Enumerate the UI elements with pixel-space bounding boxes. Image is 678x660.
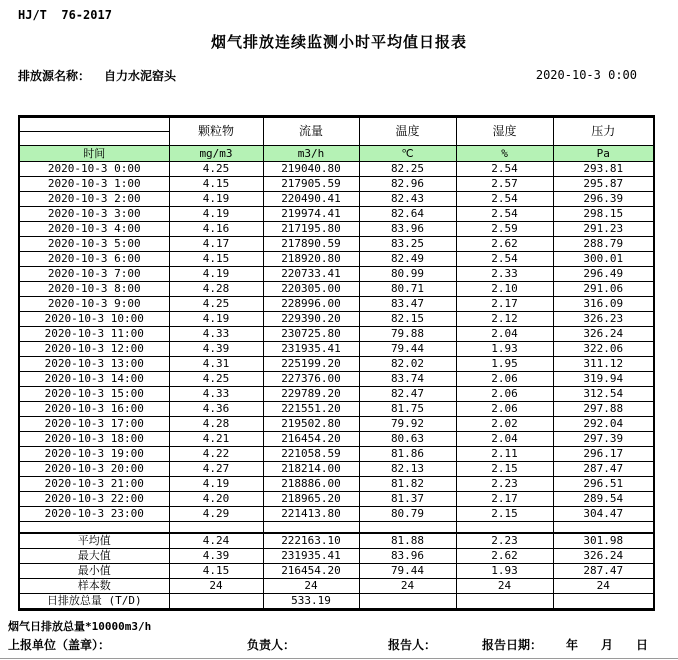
row-value: 81.37 bbox=[359, 492, 456, 507]
row-value: 296.51 bbox=[553, 477, 654, 492]
summary-value: 24 bbox=[263, 579, 359, 594]
row-value: 2.12 bbox=[456, 312, 553, 327]
row-time: 2020-10-3 0:00 bbox=[19, 162, 169, 177]
table-row bbox=[19, 237, 654, 252]
row-value: 296.39 bbox=[553, 192, 654, 207]
summary-label: 最小值 bbox=[19, 564, 169, 579]
summary-value bbox=[359, 594, 456, 610]
table-row bbox=[19, 162, 654, 177]
table-row bbox=[19, 282, 654, 297]
table-row bbox=[19, 477, 654, 492]
row-time: 2020-10-3 5:00 bbox=[19, 237, 169, 252]
row-value: 4.27 bbox=[169, 462, 263, 477]
row-value: 295.87 bbox=[553, 177, 654, 192]
row-value: 326.24 bbox=[553, 327, 654, 342]
row-value: 4.15 bbox=[169, 177, 263, 192]
row-time: 2020-10-3 23:00 bbox=[19, 507, 169, 522]
row-value: 221058.59 bbox=[263, 447, 359, 462]
row-value: 4.20 bbox=[169, 492, 263, 507]
row-value: 1.93 bbox=[456, 342, 553, 357]
report-unit-label: 上报单位（盖章）： bbox=[8, 638, 111, 652]
row-value: 2.15 bbox=[456, 462, 553, 477]
table-row bbox=[19, 327, 654, 342]
row-value: 79.44 bbox=[359, 342, 456, 357]
column-header-flow: 流量 bbox=[263, 117, 359, 146]
row-value: 4.28 bbox=[169, 417, 263, 432]
row-value: 2.17 bbox=[456, 492, 553, 507]
row-value: 82.25 bbox=[359, 162, 456, 177]
row-value: 311.12 bbox=[553, 357, 654, 372]
summary-value: 24 bbox=[359, 579, 456, 594]
row-value: 2.57 bbox=[456, 177, 553, 192]
row-value: 296.17 bbox=[553, 447, 654, 462]
table-row bbox=[19, 492, 654, 507]
table-row bbox=[19, 177, 654, 192]
row-value: 289.54 bbox=[553, 492, 654, 507]
unit-particulate: mg/m3 bbox=[169, 146, 263, 162]
unit-flow: m3/h bbox=[263, 146, 359, 162]
page-title: 烟气排放连续监测小时平均值日报表 bbox=[210, 33, 467, 51]
row-value: 4.19 bbox=[169, 267, 263, 282]
table-row bbox=[19, 402, 654, 417]
reporter-label: 报告人： bbox=[388, 638, 437, 652]
summary-value: 24 bbox=[456, 579, 553, 594]
summary-value bbox=[553, 594, 654, 610]
summary-value: 222163.10 bbox=[263, 533, 359, 549]
table-row bbox=[19, 462, 654, 477]
row-value: 82.47 bbox=[359, 387, 456, 402]
row-time: 2020-10-3 13:00 bbox=[19, 357, 169, 372]
row-value: 304.47 bbox=[553, 507, 654, 522]
row-time: 2020-10-3 12:00 bbox=[19, 342, 169, 357]
row-value: 83.74 bbox=[359, 372, 456, 387]
row-time: 2020-10-3 17:00 bbox=[19, 417, 169, 432]
column-header-pressure: 压力 bbox=[553, 117, 654, 146]
summary-value: 4.39 bbox=[169, 549, 263, 564]
row-value: 229789.20 bbox=[263, 387, 359, 402]
row-value: 82.02 bbox=[359, 357, 456, 372]
summary-value: 79.44 bbox=[359, 564, 456, 579]
summary-row bbox=[19, 533, 654, 549]
row-value: 297.39 bbox=[553, 432, 654, 447]
summary-value: 2.23 bbox=[456, 533, 553, 549]
row-value: 217905.59 bbox=[263, 177, 359, 192]
row-value: 79.88 bbox=[359, 327, 456, 342]
row-value: 82.43 bbox=[359, 192, 456, 207]
row-value: 2.23 bbox=[456, 477, 553, 492]
time-header: 时间 bbox=[19, 146, 169, 162]
row-value: 82.49 bbox=[359, 252, 456, 267]
source-name: 自力水泥窑头 bbox=[104, 69, 177, 83]
row-time: 2020-10-3 6:00 bbox=[19, 252, 169, 267]
row-value: 298.15 bbox=[553, 207, 654, 222]
row-value: 4.16 bbox=[169, 222, 263, 237]
row-value: 2.17 bbox=[456, 297, 553, 312]
row-value: 2.54 bbox=[456, 162, 553, 177]
summary-value: 2.62 bbox=[456, 549, 553, 564]
row-value: 300.01 bbox=[553, 252, 654, 267]
row-value: 4.25 bbox=[169, 372, 263, 387]
row-value: 4.19 bbox=[169, 192, 263, 207]
signature-row bbox=[0, 636, 678, 654]
summary-label: 最大值 bbox=[19, 549, 169, 564]
row-value: 322.06 bbox=[553, 342, 654, 357]
data-rows bbox=[19, 162, 654, 522]
row-value: 297.88 bbox=[553, 402, 654, 417]
summary-row bbox=[19, 594, 654, 610]
row-value: 80.79 bbox=[359, 507, 456, 522]
table-row bbox=[19, 222, 654, 237]
standard-code: HJ/T 76-2017 bbox=[18, 8, 112, 22]
row-value: 2.54 bbox=[456, 207, 553, 222]
row-value: 291.23 bbox=[553, 222, 654, 237]
row-time: 2020-10-3 10:00 bbox=[19, 312, 169, 327]
row-value: 4.22 bbox=[169, 447, 263, 462]
unit-pressure: Pa bbox=[553, 146, 654, 162]
row-value: 217195.80 bbox=[263, 222, 359, 237]
row-value: 218214.00 bbox=[263, 462, 359, 477]
time-header-blank bbox=[19, 117, 169, 132]
row-value: 2.54 bbox=[456, 192, 553, 207]
spacer-cell bbox=[456, 522, 553, 534]
row-value: 230725.80 bbox=[263, 327, 359, 342]
summary-value bbox=[456, 594, 553, 610]
row-value: 292.04 bbox=[553, 417, 654, 432]
summary-row bbox=[19, 549, 654, 564]
row-time: 2020-10-3 15:00 bbox=[19, 387, 169, 402]
report-date-label: 报告日期： bbox=[482, 638, 543, 652]
row-value: 2.06 bbox=[456, 387, 553, 402]
row-value: 2.62 bbox=[456, 237, 553, 252]
row-value: 218920.80 bbox=[263, 252, 359, 267]
row-time: 2020-10-3 7:00 bbox=[19, 267, 169, 282]
row-value: 219040.80 bbox=[263, 162, 359, 177]
day-label: 日 bbox=[636, 638, 649, 652]
row-value: 4.21 bbox=[169, 432, 263, 447]
row-value: 4.33 bbox=[169, 387, 263, 402]
row-value: 80.71 bbox=[359, 282, 456, 297]
row-value: 4.19 bbox=[169, 312, 263, 327]
unit-temperature: ℃ bbox=[359, 146, 456, 162]
row-value: 219974.41 bbox=[263, 207, 359, 222]
row-value: 227376.00 bbox=[263, 372, 359, 387]
row-value: 229390.20 bbox=[263, 312, 359, 327]
row-value: 220490.41 bbox=[263, 192, 359, 207]
row-time: 2020-10-3 4:00 bbox=[19, 222, 169, 237]
row-value: 2.06 bbox=[456, 402, 553, 417]
row-value: 2.04 bbox=[456, 432, 553, 447]
summary-row bbox=[19, 579, 654, 594]
unit-humidity: % bbox=[456, 146, 553, 162]
row-value: 316.09 bbox=[553, 297, 654, 312]
time-header-blank bbox=[19, 132, 169, 146]
row-value: 326.23 bbox=[553, 312, 654, 327]
table-row bbox=[19, 207, 654, 222]
row-time: 2020-10-3 16:00 bbox=[19, 402, 169, 417]
row-value: 4.15 bbox=[169, 252, 263, 267]
row-time: 2020-10-3 9:00 bbox=[19, 297, 169, 312]
row-value: 4.25 bbox=[169, 162, 263, 177]
monitoring-table bbox=[18, 115, 655, 611]
summary-value: 326.24 bbox=[553, 549, 654, 564]
row-value: 291.06 bbox=[553, 282, 654, 297]
row-time: 2020-10-3 2:00 bbox=[19, 192, 169, 207]
summary-label: 平均值 bbox=[19, 533, 169, 549]
summary-value: 81.88 bbox=[359, 533, 456, 549]
spacer-row bbox=[19, 522, 654, 534]
row-value: 218886.00 bbox=[263, 477, 359, 492]
row-value: 83.96 bbox=[359, 222, 456, 237]
row-value: 80.99 bbox=[359, 267, 456, 282]
summary-label: 样本数 bbox=[19, 579, 169, 594]
row-time: 2020-10-3 21:00 bbox=[19, 477, 169, 492]
row-value: 319.94 bbox=[553, 372, 654, 387]
row-time: 2020-10-3 19:00 bbox=[19, 447, 169, 462]
row-value: 2.06 bbox=[456, 372, 553, 387]
row-value: 79.92 bbox=[359, 417, 456, 432]
row-time: 2020-10-3 18:00 bbox=[19, 432, 169, 447]
row-value: 287.47 bbox=[553, 462, 654, 477]
summary-value: 4.15 bbox=[169, 564, 263, 579]
summary-value: 533.19 bbox=[263, 594, 359, 610]
unit-row bbox=[19, 146, 654, 162]
row-value: 82.96 bbox=[359, 177, 456, 192]
spacer-cell bbox=[553, 522, 654, 534]
summary-value: 83.96 bbox=[359, 549, 456, 564]
report-time: 2020-10-3 0:00 bbox=[535, 68, 637, 82]
summary-value: 1.93 bbox=[456, 564, 553, 579]
row-value: 4.29 bbox=[169, 507, 263, 522]
table-row bbox=[19, 342, 654, 357]
year-label: 年 bbox=[566, 638, 579, 652]
row-value: 217890.59 bbox=[263, 237, 359, 252]
column-header-particulate: 颗粒物 bbox=[169, 117, 263, 146]
row-value: 81.75 bbox=[359, 402, 456, 417]
summary-label: 日排放总量 (T/D) bbox=[19, 594, 169, 610]
row-time: 2020-10-3 20:00 bbox=[19, 462, 169, 477]
meta-row bbox=[18, 67, 660, 84]
row-value: 288.79 bbox=[553, 237, 654, 252]
table-row bbox=[19, 297, 654, 312]
summary-value: 287.47 bbox=[553, 564, 654, 579]
row-value: 228996.00 bbox=[263, 297, 359, 312]
table-row bbox=[19, 507, 654, 522]
spacer-cell bbox=[359, 522, 456, 534]
table-head bbox=[19, 117, 654, 162]
row-value: 4.19 bbox=[169, 477, 263, 492]
header-row-top bbox=[19, 117, 654, 132]
page-bottom-divider bbox=[0, 658, 678, 659]
row-value: 220305.00 bbox=[263, 282, 359, 297]
row-value: 2.11 bbox=[456, 447, 553, 462]
row-time: 2020-10-3 22:00 bbox=[19, 492, 169, 507]
summary-value: 24 bbox=[169, 579, 263, 594]
row-value: 2.15 bbox=[456, 507, 553, 522]
row-value: 312.54 bbox=[553, 387, 654, 402]
row-value: 1.95 bbox=[456, 357, 553, 372]
table-row bbox=[19, 387, 654, 402]
row-value: 81.82 bbox=[359, 477, 456, 492]
table-row bbox=[19, 417, 654, 432]
row-value: 218965.20 bbox=[263, 492, 359, 507]
row-time: 2020-10-3 14:00 bbox=[19, 372, 169, 387]
row-value: 4.31 bbox=[169, 357, 263, 372]
row-time: 2020-10-3 11:00 bbox=[19, 327, 169, 342]
source-label: 排放源名称： bbox=[18, 69, 91, 83]
row-value: 80.63 bbox=[359, 432, 456, 447]
row-value: 2.10 bbox=[456, 282, 553, 297]
summary-value: 301.98 bbox=[553, 533, 654, 549]
row-value: 4.19 bbox=[169, 207, 263, 222]
row-value: 2.02 bbox=[456, 417, 553, 432]
responsible-label: 负责人： bbox=[247, 638, 296, 652]
spacer-cell bbox=[169, 522, 263, 534]
row-value: 82.13 bbox=[359, 462, 456, 477]
row-value: 83.47 bbox=[359, 297, 456, 312]
table-row bbox=[19, 447, 654, 462]
table-row bbox=[19, 267, 654, 282]
row-value: 81.86 bbox=[359, 447, 456, 462]
row-value: 219502.80 bbox=[263, 417, 359, 432]
row-value: 2.04 bbox=[456, 327, 553, 342]
table-row bbox=[19, 312, 654, 327]
row-value: 4.36 bbox=[169, 402, 263, 417]
summary-section bbox=[19, 522, 654, 610]
row-value: 231935.41 bbox=[263, 342, 359, 357]
table-row bbox=[19, 372, 654, 387]
column-header-temperature: 温度 bbox=[359, 117, 456, 146]
total-emission-note: 烟气日排放总量*10000m3/h bbox=[8, 620, 152, 633]
row-value: 82.64 bbox=[359, 207, 456, 222]
row-value: 2.33 bbox=[456, 267, 553, 282]
row-value: 216454.20 bbox=[263, 432, 359, 447]
table-row bbox=[19, 252, 654, 267]
row-value: 293.81 bbox=[553, 162, 654, 177]
row-value: 225199.20 bbox=[263, 357, 359, 372]
row-value: 221551.20 bbox=[263, 402, 359, 417]
row-value: 221413.80 bbox=[263, 507, 359, 522]
column-header-humidity: 湿度 bbox=[456, 117, 553, 146]
row-value: 2.59 bbox=[456, 222, 553, 237]
summary-value: 216454.20 bbox=[263, 564, 359, 579]
summary-value: 231935.41 bbox=[263, 549, 359, 564]
row-value: 4.33 bbox=[169, 327, 263, 342]
row-value: 2.54 bbox=[456, 252, 553, 267]
summary-value: 4.24 bbox=[169, 533, 263, 549]
row-value: 4.17 bbox=[169, 237, 263, 252]
row-time: 2020-10-3 1:00 bbox=[19, 177, 169, 192]
row-value: 220733.41 bbox=[263, 267, 359, 282]
row-value: 82.15 bbox=[359, 312, 456, 327]
summary-row bbox=[19, 564, 654, 579]
row-time: 2020-10-3 3:00 bbox=[19, 207, 169, 222]
row-value: 4.39 bbox=[169, 342, 263, 357]
row-value: 296.49 bbox=[553, 267, 654, 282]
row-value: 4.28 bbox=[169, 282, 263, 297]
month-label: 月 bbox=[601, 638, 614, 652]
table-row bbox=[19, 432, 654, 447]
table-row bbox=[19, 192, 654, 207]
summary-value: 24 bbox=[553, 579, 654, 594]
row-time: 2020-10-3 8:00 bbox=[19, 282, 169, 297]
row-value: 4.25 bbox=[169, 297, 263, 312]
spacer-cell bbox=[263, 522, 359, 534]
table-row bbox=[19, 357, 654, 372]
spacer-cell bbox=[19, 522, 169, 534]
summary-value bbox=[169, 594, 263, 610]
row-value: 83.25 bbox=[359, 237, 456, 252]
